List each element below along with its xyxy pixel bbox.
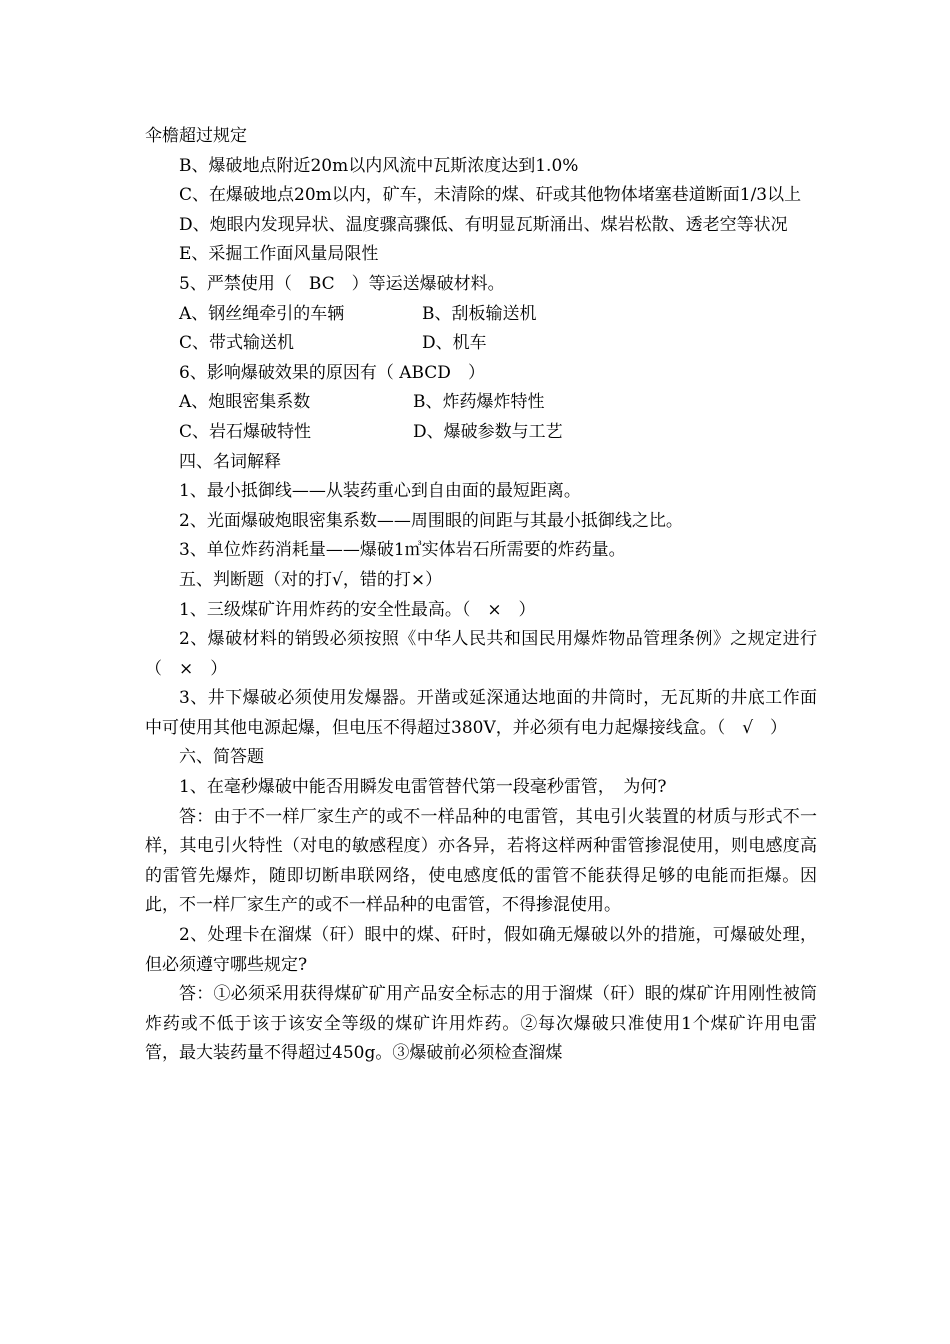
definition-item: 2、光面爆破炮眼密集系数——周围眼的间距与其最小抵御线之比。 <box>179 510 683 531</box>
option-d: D、炮眼内发现异状、温度骤高骤低、有明显瓦斯涌出、煤岩松散、透老空等状况 <box>179 214 788 235</box>
section-heading: 五、判断题（对的打√，错的打×） <box>179 569 443 590</box>
options-row <box>145 418 817 448</box>
answer-paragraph: 答：由于不一样厂家生产的或不一样品种的电雷管，其电引火装置的材质与形式不一样，其电引火特性（对电的敏感程度）亦各异，若将这样两种雷管掺混使用，则电感度高的雷管先爆炸，随即切断串联网络，使电感度低的雷管不能获得足够的电能而拒爆。因此，不一样厂家生产的或不一样品种的电雷管，不得掺混使用。 <box>145 806 817 916</box>
judgment-item: 2、爆破材料的销毁必须按照《中华人民共和国民用爆炸物品管理条例》之规定进行（ × ） <box>145 629 817 679</box>
option-c: C、带式输送机 <box>179 333 295 354</box>
judgment-item: 3、井下爆破必须使用发爆器。开凿或延深通达地面的井筒时，无瓦斯的井底工作面中可使用其他电源起爆，但电压不得超过380V，并必须有电力起爆接线盒。（ √ ） <box>145 688 817 738</box>
option-e: E、采掘工作面风量局限性 <box>179 244 379 265</box>
definition-item: 3、单位炸药消耗量——爆破1㎥实体岩石所需要的炸药量。 <box>179 540 626 561</box>
option-a: A、钢丝绳牵引的车辆 <box>179 303 345 324</box>
text-line: 伞檐超过规定 <box>145 126 247 146</box>
question-5: 5、严禁使用（ BC ）等运送爆破材料。 <box>179 273 505 294</box>
definition-item: 1、最小抵御线——从装药重心到自由面的最短距离。 <box>179 481 581 502</box>
question-item: 1、在毫秒爆破中能否用瞬发电雷管替代第一段毫秒雷管， 为何? <box>179 777 667 798</box>
option-d: D、机车 <box>422 333 487 354</box>
section-heading: 四、名词解释 <box>179 451 281 472</box>
option-c: C、岩石爆破特性 <box>179 421 312 442</box>
options-row <box>145 300 817 330</box>
section-heading: 六、简答题 <box>179 747 264 768</box>
answer-paragraph: 答：①必须采用获得煤矿矿用产品安全标志的用于溜煤（矸）眼的煤矿许用刚性被筒炸药或不低于该于该安全等级的煤矿许用炸药。②每次爆破只准使用1个煤矿许用电雷管，最大装药量不得超过450g。③爆破前必须检查溜煤 <box>145 984 817 1064</box>
document-page <box>145 122 817 1069</box>
options-row <box>145 329 817 359</box>
question-item: 2、处理卡在溜煤（矸）眼中的煤、矸时，假如确无爆破以外的措施，可爆破处理，但必须遵守哪些规定? <box>145 925 817 975</box>
question-6: 6、影响爆破效果的原因有（ ABCD ） <box>179 362 485 383</box>
option-b: B、爆破地点附近20m以内风流中瓦斯浓度达到1.0% <box>179 155 579 176</box>
option-c: C、在爆破地点20m以内，矿车，未清除的煤、矸或其他物体堵塞巷道断面1/3以上 <box>179 185 802 206</box>
option-b: B、炸药爆炸特性 <box>413 392 545 413</box>
options-row <box>145 388 817 418</box>
option-b: B、刮板输送机 <box>422 303 537 324</box>
judgment-item: 1、三级煤矿许用炸药的安全性最高。（ × ） <box>179 599 536 620</box>
option-a: A、炮眼密集系数 <box>179 392 311 413</box>
option-d: D、爆破参数与工艺 <box>413 421 563 442</box>
